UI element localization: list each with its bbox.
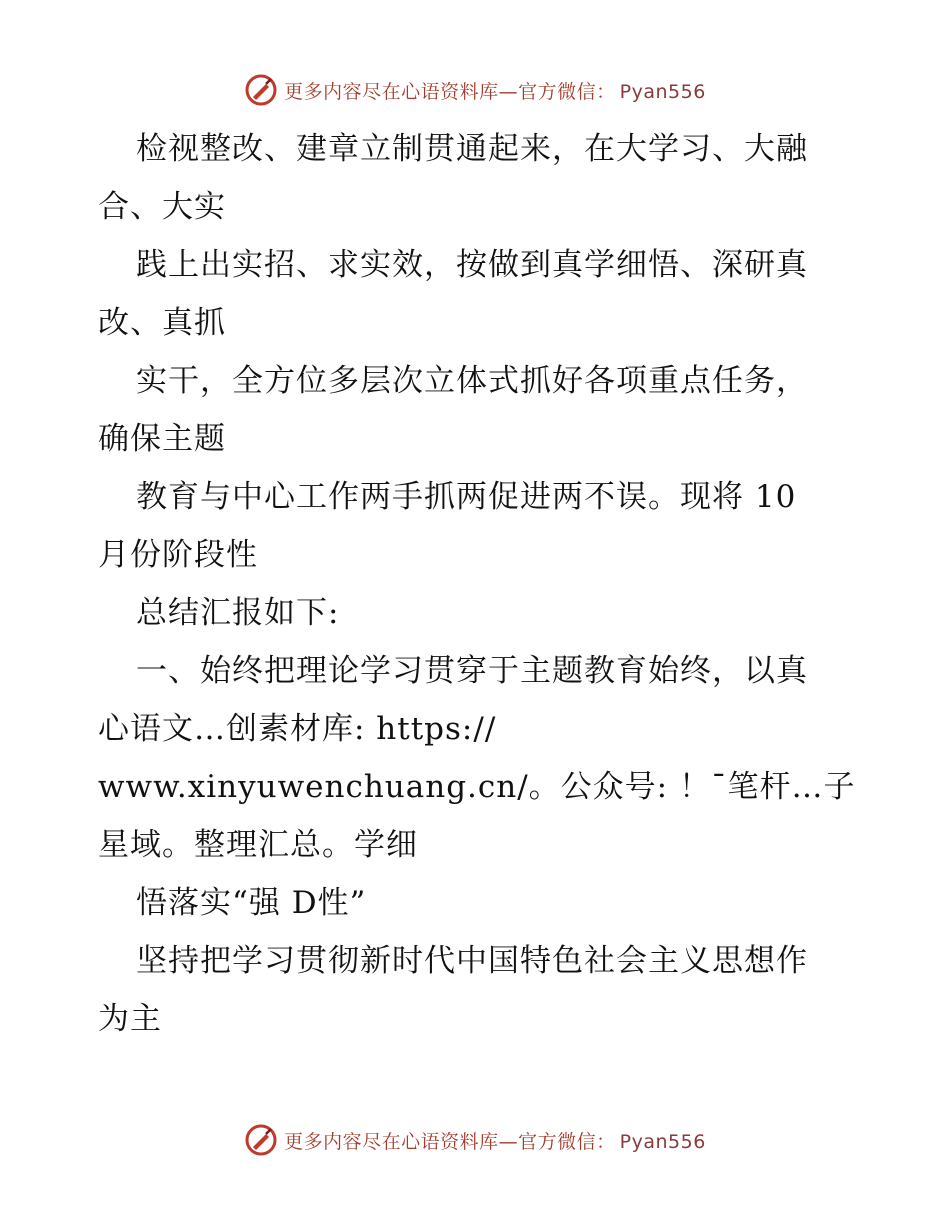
text-line: 为主 [98, 1001, 162, 1037]
text-line: 月份阶段性 [98, 537, 258, 573]
header-banner-label: 更多内容尽在心语资料库—官方微信： [284, 80, 616, 103]
text-line: 检视整改、建章立制贯通起来，在大学习、大融 [136, 131, 808, 167]
header-banner-wechat: Pyan556 [619, 80, 706, 103]
pen-logo-icon [244, 1123, 278, 1157]
text-line: 确保主题 [98, 421, 226, 457]
text-line: 践上出实招、求实效，按做到真学细悟、深研真 [136, 247, 808, 283]
document-body [98, 120, 858, 1048]
header-banner [0, 70, 950, 110]
pen-logo-icon [244, 73, 278, 107]
text-line: 改、真抓 [98, 305, 226, 341]
footer-banner-label: 更多内容尽在心语资料库—官方微信： [284, 1130, 616, 1153]
text-line: 实干，全方位多层次立体式抓好各项重点任务， [136, 363, 808, 399]
text-line: www.xinyuwenchuang.cn/。公众号: ！¯笔杆…子 [98, 769, 856, 805]
footer-banner-text [284, 1127, 706, 1154]
text-line: 总结汇报如下: [136, 595, 340, 631]
text-line: 合、大实 [98, 189, 226, 225]
footer-banner [0, 1120, 950, 1160]
text-line: 一、始终把理论学习贯穿于主题教育始终，以真 [136, 653, 808, 689]
text-line: 悟落实“强 D性” [136, 885, 367, 921]
text-line: 教育与中心工作两手抓两促进两不误。现将 10 [136, 479, 797, 515]
header-banner-text [284, 77, 706, 104]
footer-banner-wechat: Pyan556 [619, 1130, 706, 1153]
text-line: 坚持把学习贯彻新时代中国特色社会主义思想作 [136, 943, 808, 979]
text-line: 心语文…创素材库: https:// [98, 711, 497, 747]
text-line: 星域。整理汇总。学细 [98, 827, 418, 863]
